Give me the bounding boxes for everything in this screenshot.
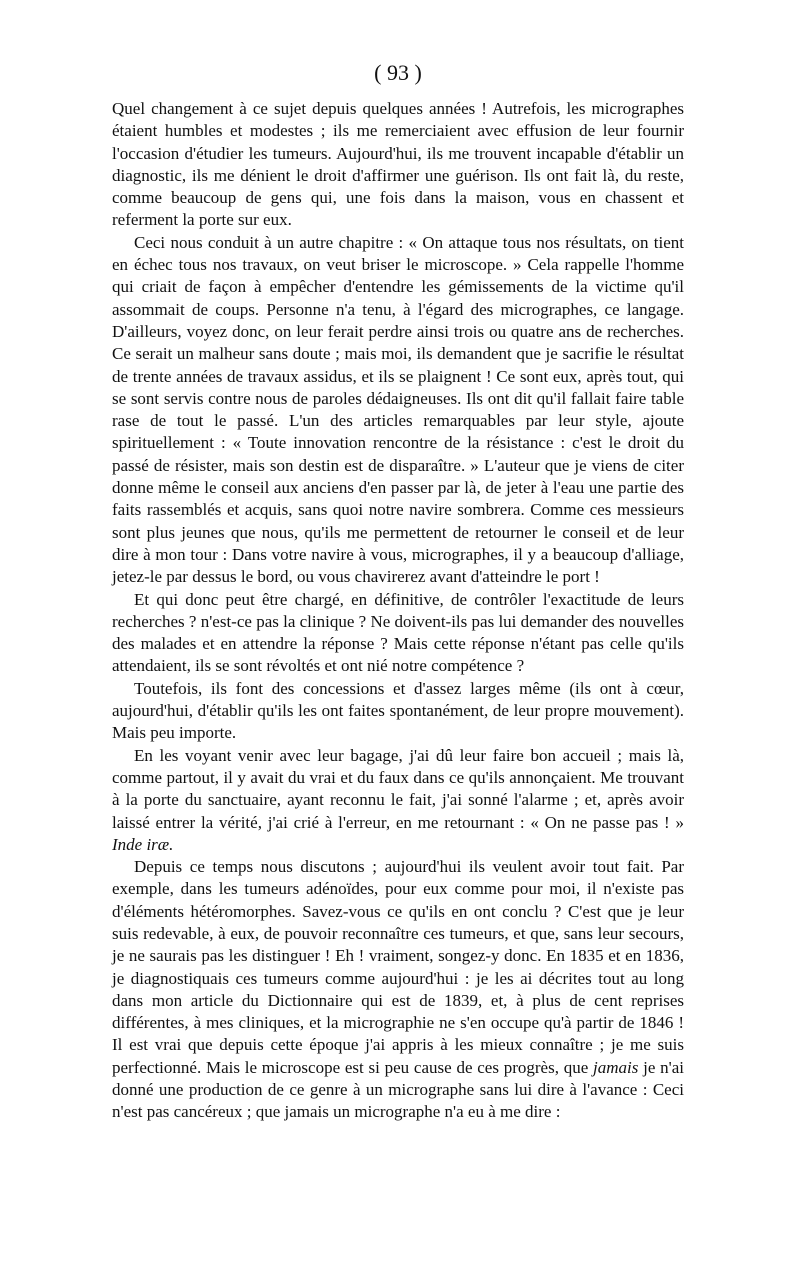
paragraph-6-italic: jamais (593, 1057, 639, 1077)
paragraph-5-text: En les voyant venir avec leur bagage, j'ai dû leur faire bon accueil ; mais là, comme partout, il y avait du vrai et du faux dans ce qu'ils annonçaient. Me trouvant à la porte du sanctuaire, ayant reconnu le fait, j'ai sonné l'alarme ; et, après avoir laissé entrer la vérité, j'ai crié à l'erreur, en me retournant : « On ne passe pas ! » (112, 745, 684, 832)
book-page (112, 60, 684, 1124)
page-number: ( 93 ) (374, 60, 422, 85)
paragraph-3: Et qui donc peut être chargé, en définitive, de contrôler l'exactitude de leurs recherches ? n'est-ce pas la clinique ? Ne doivent-ils pas lui demander des nouvelles des malades et en attendre la réponse ? Mais cette réponse n'étant pas celle qu'ils attendaient, ils se sont révoltés et ont nié notre compétence ? (112, 589, 684, 676)
paragraph-4: Toutefois, ils font des concessions et d'assez larges même (ils ont à cœur, aujourd'hui, d'établir qu'ils les ont faites spontanément, de leur propre mouvement). Mais peu importe. (112, 678, 684, 743)
paragraph-2: Ceci nous conduit à un autre chapitre : « On attaque tous nos résultats, on tient en échec tous nos travaux, on veut briser le microscope. » Cela rappelle l'homme qui criait de façon à empêcher d'entendre les gémissements de la victime qu'il assommait de coups. Personne n'a tenu, à l'égard des micrographes, ce langage. D'ailleurs, voyez donc, on leur ferait perdre ainsi trois ou quatre ans de recherches. Ce serait un malheur sans doute ; mais moi, ils demandent que je sacrifie le résultat de trente années de travaux assidus, et ils se plaignent ! Ce sont eux, après tout, qui se sont servis contre nous de paroles dédaigneuses. Ils ont dit qu'il fallait faire table rase de tout le passé. L'un des articles remarquables par leur style, ajoute spirituellement : « Toute innovation rencontre de la résistance : c'est le droit du passé de résister, mais son destin est de disparaître. » L'auteur que je viens de citer donne même le conseil aux anciens d'en passer par là, de jeter à l'eau une partie des faits rassemblés et acquis, sans quoi notre navire sombrera. Comme ces messieurs sont plus jeunes que nous, qu'ils me permettent de retourner le conseil et de leur dire à mon tour : Dans votre navire à vous, micrographes, il y a beaucoup d'alliage, jetez-le par dessus le bord, ou vous chavirerez avant d'atteindre le port ! (112, 232, 684, 587)
paragraph-1: Quel changement à ce sujet depuis quelques années ! Autrefois, les micrographes étaient humbles et modestes ; ils me remerciaient avec effusion de leur fournir l'occasion d'étudier les tumeurs. Aujourd'hui, ils me trouvent incapable d'établir un diagnostic, ils me dénient le droit d'affirmer une guérison. Ils ont fait là, du reste, comme beaucoup de gens qui, une fois dans la maison, vous en chassent et referment la porte sur eux. (112, 99, 684, 230)
paragraph-5-italic: Inde iræ. (112, 834, 174, 854)
paragraph-5 (112, 745, 684, 856)
paragraph-6-text-after: je n'ai donné une production de ce genre à un micrographe sans lui dire à l'avance : Ceci n'est pas cancéreux ; que jamais un micrographe n'a eu à me dire : (112, 1057, 684, 1122)
paragraph-6-text: Depuis ce temps nous discutons ; aujourd'hui ils veulent avoir tout fait. Par exemple, dans les tumeurs adénoïdes, pour eux comme pour moi, il n'existe pas d'éléments hétéromorphes. Savez-vous ce qu'ils en ont conclu ? C'est que je leur suis redevable, à eux, de pouvoir reconnaître ces tumeurs, et que, sans leur secours, je ne saurais pas les distinguer ! Eh ! vraiment, songez-y donc. En 1835 et en 1836, je diagnostiquais ces tumeurs comme aujourd'hui : je les ai décrites tout au long dans mon article du Dictionnaire qui est de 1839, et, à plus de cent reprises différentes, à mes cliniques, et la micrographie ne s'en occupe qu'à partir de 1846 ! Il est vrai que depuis cette époque j'ai appris à les mieux connaître ; je me suis perfectionné. Mais le microscope est si peu cause de ces progrès, que (112, 857, 684, 1077)
paragraph-6 (112, 856, 684, 1124)
